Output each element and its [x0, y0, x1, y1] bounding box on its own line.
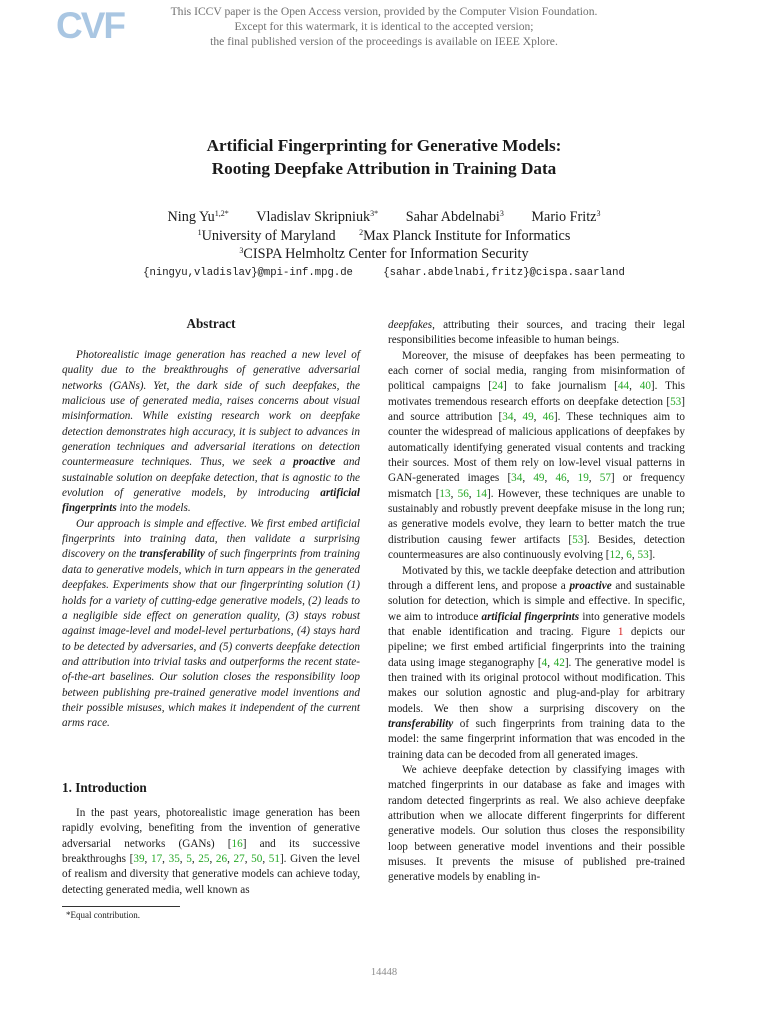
- intro-paragraph: In the past years, photorealistic image generation has been rapidly evolving, benefiting from the invention of generative adversarial networks (GANs) [16] and its successive breakthroughs [39, 17, 35, 5, 25, 26, 27, 50, 51]. Given the level of realism and diversity that generative models can achieve today, detecting generated media, well known as: [62, 807, 361, 896]
- intro-text: [62, 806, 360, 898]
- page-number: 14448: [370, 967, 398, 978]
- intro-text-continued: [388, 318, 685, 886]
- intro-paragraph: Motivated by this, we tackle deepfake detection and attribution through a different lens, and propose a proactive and sustainable solution for detection, which is simple and effective. In specific, we aim to introduce artificial fingerprints into generative models that enable identification and tracing. Figure 1 depicts our pipeline; we first embed artificial fingerprints into the training data using image steganography [4, 42]. The generative model is then trained with its original protocol without modification. This makes our solution agnostic and plug-and-play for arbitrary models. We then show a surprising discovery on the transferability of such fingerprints from training data to the model: the same fingerprint information that was encoded in the training data can be decoded from all generated images.: [388, 564, 685, 761]
- intro-paragraph: Moreover, the misuse of deepfakes has been permeating to each corner of social media, ranging from misinformation of political campaigns [24] to fake journalism [44, 40]. This motivates tremendous research efforts on deepfake detection [53] and source attribution [34, 49, 46]. These techniques aim to counter the widespread of malicious applications of deepfakes by automatically identifying generated visual contents and tracking their sources. Most of them rely on low-level visual patterns in GAN-generated images [34, 49, 46, 19, 57] or frequency mismatch [13, 56, 14]. However, these techniques are unable to sustainably and robustly prevent deepfake misuse in the long run; as generative models evolve, they learn to better match the true distribution causing fewer artifacts [53]. Besides, detection countermeasures are also continuously evolving [12, 6, 53].: [388, 349, 686, 562]
- abstract-paragraph: Photorealistic image generation has reached a new level of quality due to the breakthroughs of generative adversarial networks (GANs). Yet, the dark side of such deepfakes, the malicious use of generated media, raises concerns about visual misinformation. While existing research work on deepfake detection demonstrates high accuracy, it is subject to advances in generation techniques and adversarial iterations on detection countermeasure techniques. Thus, we seek a proactive and sustainable solution on deepfake detection, that is agnostic to the evolution of generative models, by introducing artificial fingerprints into the models.: [62, 349, 361, 515]
- abstract-paragraph: Our approach is simple and effective. We first embed artificial fingerprints into training data, then validate a surprising discovery on the transferability of such fingerprints from training data to generative models, which in turn appears in the generated deepfakes. Experiments show that our fingerprinting solution (1) holds for a variety of cutting-edge generative models, (2) leads to a negligible side effect on generation quality, (3) stays robust against image-level and model-level perturbations, (4) stays hard to be detected by adversaries, and (5) converts deepfake detection and attribution into trivial tasks and outperforms the recent state-of-the-art baselines. Our solution closes the responsibility loop between publishing pre-trained generative model inventions and their possible misuses, which makes it independent of the current arms race.: [62, 517, 360, 730]
- author-emails: [60, 265, 708, 281]
- watermark-line-2: Except for this watermark, it is identical to the accepted version;: [234, 20, 534, 33]
- author-vladislav-skripniuk: Vladislav Skripniuk$^{3*}$: [256, 209, 379, 225]
- author-ning-yu: Ning $Yu^{1,2*}$: [167, 209, 229, 225]
- cvf-logo-text: CVF: [56, 6, 124, 42]
- watermark-line-1: This ICCV paper is the Open Access version, provided by the Computer Vision Foundation.: [170, 5, 598, 18]
- author-sahar-abdelnabi: Sahar Abdelnabi$^3$: [405, 209, 504, 225]
- affiliations-line-2: [60, 245, 708, 263]
- abstract-text: [62, 348, 360, 732]
- affiliations-line-1: [60, 227, 708, 245]
- title-line-2: Rooting Deepfake Attribution in Training Data: [211, 159, 557, 178]
- affiliation-umd: $^1$University of Maryland: [197, 228, 336, 244]
- watermark-notice: [140, 4, 628, 49]
- footnote-equal-contribution: *Equal contribution.: [66, 910, 140, 920]
- author-list: [60, 208, 708, 226]
- intro-paragraph: deepfakes, attributing their sources, and tracing their legal responsibilities become infeasible to human beings.: [388, 319, 685, 347]
- affiliation-mpi: $^2$Max Planck Institute for Informatics: [359, 228, 571, 244]
- title-line-1: Artificial Fingerprinting for Generative Models:: [206, 136, 562, 155]
- intro-heading: 1. Introduction: [62, 780, 147, 795]
- affiliation-cispa: $^3$CISPA Helmholtz Center for Information Security: [239, 246, 529, 262]
- cvf-logo: [56, 6, 140, 42]
- intro-paragraph: We achieve deepfake detection by classifying images with matched fingerprints in our database as fake and images with random detected fingerprints as real. We also achieve deepfake attribution when we allocate different fingerprints for different generative models. Our solution thus closes the responsibility loop between generative model inventions and their possible misuses. It prevents the misuse of published pre-trained generative models by enabling in-: [388, 763, 685, 884]
- paper-title: [60, 134, 708, 180]
- email-cispa: {sahar.abdelnabi,fritz}@cispa.saarland: [383, 267, 625, 279]
- author-mario-fritz: Mario Fritz$^3$: [531, 209, 601, 225]
- footnote-rule: [62, 906, 180, 907]
- watermark-line-3: the final published version of the proceedings is available on IEEE Xplore.: [210, 35, 558, 48]
- email-mpi: {ningyu,vladislav}@mpi-inf.mpg.de: [143, 267, 353, 279]
- abstract-heading: Abstract: [186, 316, 236, 331]
